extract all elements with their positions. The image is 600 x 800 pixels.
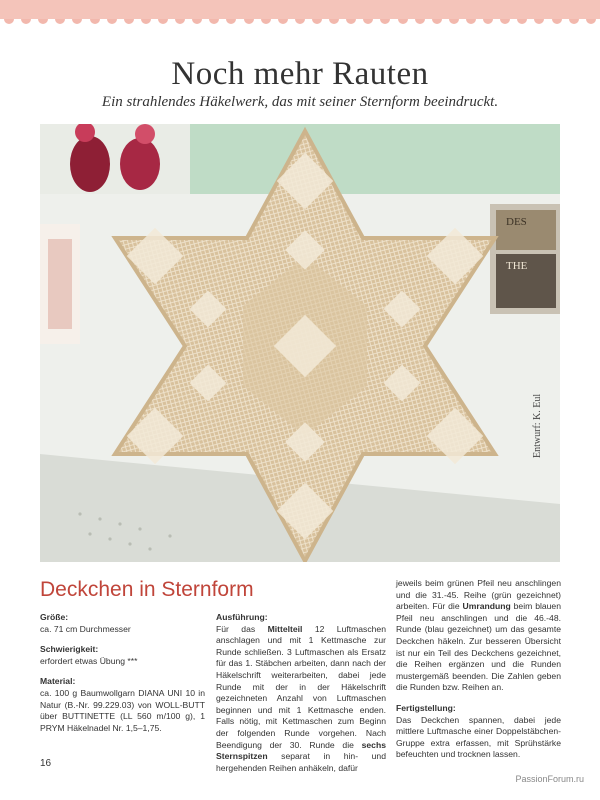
box-label-bottom: THE [506,260,528,272]
finishing-label: Fertigstellung: [396,702,456,713]
instructions-text-2: 12 Luftmaschen anschlagen und mit 1 Kettmasche zur Runde schließen. 3 Luftmaschen als Ersatz für das 1. Stäbchen arbeiten, dann nach der Häkelschrift weiterarbeiten, dabei jede Runde mit der in der Häkelschrift gezeichneten Anzahl von Luftmaschen beginnen und mit 1 Kettmasche enden. Falls nötig, mit Kettmaschen zum Beginn der folgenden Runde vorgehen. Nach Beendigung der 30. Runde die [216,623,386,750]
decorative-top-border [0,0,600,34]
col3-bold-1: Umrandung [462,601,511,612]
difficulty-text: erfordert etwas Übung *** [40,655,138,666]
instructions-text-1: Für das [216,623,268,634]
finishing-text: Das Deckchen spannen, dabei jede mittlere Luftmasche einer Doppelstäbchen-Gruppe extra erfassen, mit Sprühstärke befeuchten und trocknen lassen. [396,714,561,760]
col3-text-2: beim blauen Pfeil neu anschlingen und die 46.-48. Runde (blau gezeichnet) um das gesamte Deckchen häkeln. Zur besseren Übersicht ist nur ein Teil des Deckchens gezeichnet, die Reihen ergänzen und die Runden mustergemäß beenden. Die Zahlen geben die Runden bzw. Reihen an. [396,601,561,693]
instructions-bold-1: Mittelteil [267,623,303,634]
instructions-label: Ausführung: [216,612,268,622]
column-1 [40,612,205,743]
photo-credit: Entwurf: K. Eul [532,393,543,458]
watermark: PassionForum.ru [515,774,584,784]
size-label: Größe: [40,612,69,622]
doily-photo [40,124,560,562]
box-label-top: DES [506,216,527,228]
page-subtitle: Ein strahlendes Häkelwerk, das mit seiner Sternform beeindruckt. [101,94,499,110]
size-text: ca. 71 cm Durchmesser [40,623,131,634]
page-title: Noch mehr Rauten [171,56,429,92]
material-text: ca. 100 g Baumwollgarn DIANA UNI 10 in Natur (B.-Nr. 99.229.03) von WOLL-BUTT über BUTTINETTE (LL 560 m/100 g), 1 PRYM Häkelnadel Nr. 1,5–1,75. [40,687,205,733]
article-heading: Deckchen in Sternform [40,578,254,601]
col3-text-1: jeweils beim grünen Pfeil neu anschlingen und die 31.-45. Reihe (grün gezeichnet) arbeiten. Für die [396,578,561,612]
page-number: 16 [40,758,52,769]
difficulty-label: Schwierigkeit: [40,644,99,655]
column-3 [396,578,561,770]
column-2 [216,612,386,774]
material-label: Material: [40,676,76,687]
instructions-text-3: separat in hin- und hergehenden Reihen anhäkeln, dafür [216,751,386,773]
instructions-bold-2: sechs Sternspitzen [216,739,386,762]
